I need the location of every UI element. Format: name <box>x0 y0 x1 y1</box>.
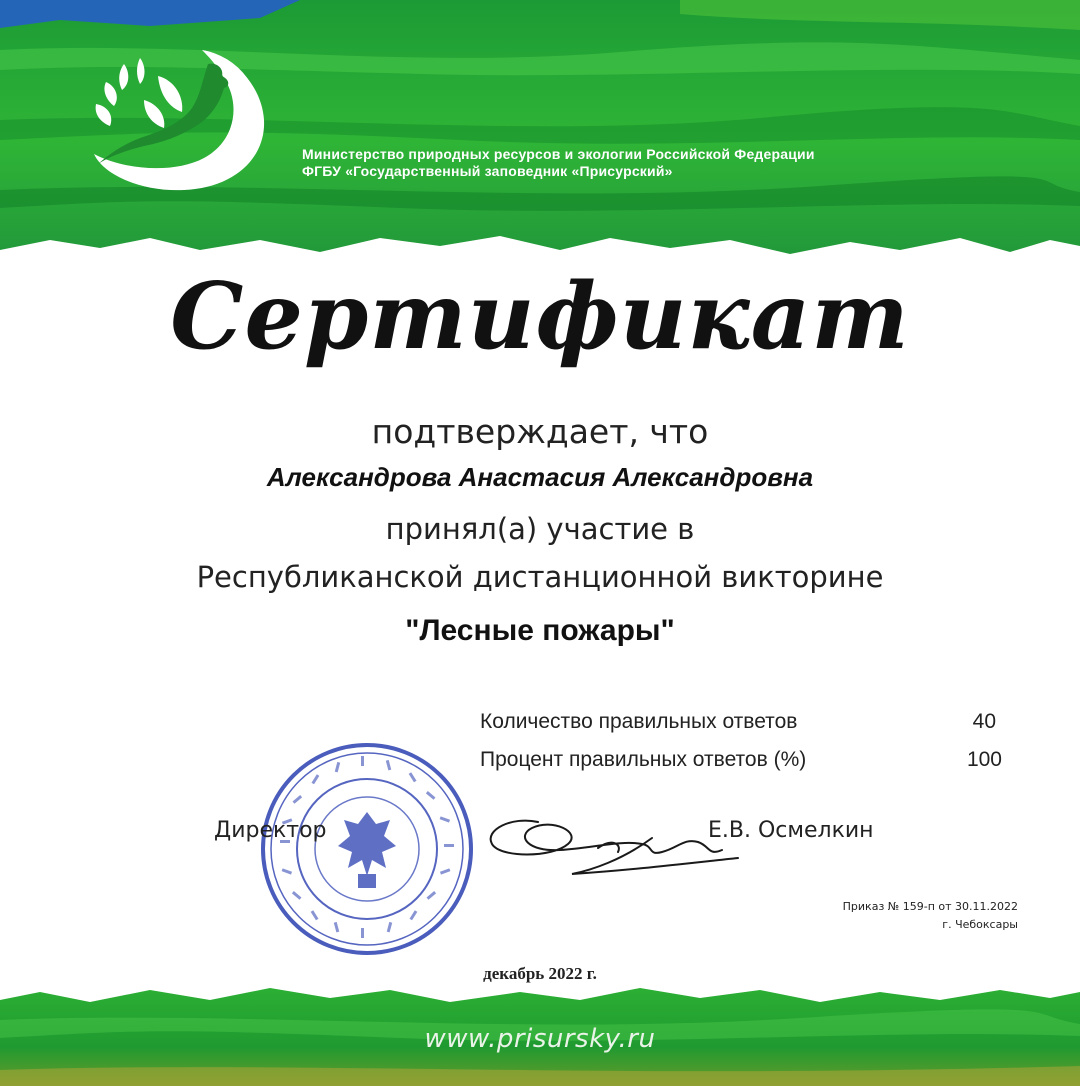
correct-count-label: Количество правильных ответов <box>480 710 798 733</box>
confirms-text: подтверждает, что <box>371 412 709 451</box>
director-label: Директор <box>214 818 327 843</box>
website-link[interactable]: www.prisursky.ru <box>424 1024 656 1054</box>
correct-percent-value: 100 <box>966 748 1002 771</box>
certificate-title: Сертификат <box>170 262 910 370</box>
org-line-reserve: ФГБУ «Государственный заповедник «Присурский» <box>302 163 673 179</box>
event-text: Республиканской дистанционной викторине <box>196 560 884 594</box>
org-line-ministry: Министерство природных ресурсов и экологии Российской Федерации <box>302 146 815 162</box>
signer-name: Е.В. Осмелкин <box>708 818 874 843</box>
order-city: г. Чебоксары <box>942 918 1018 931</box>
organization-name <box>302 146 815 180</box>
correct-percent-label: Процент правильных ответов (%) <box>480 748 807 771</box>
recipient-name: Александрова Анастасия Александровна <box>266 462 814 492</box>
order-number: Приказ № 159-п от 30.11.2022 <box>842 900 1018 913</box>
capercaillie-bird-logo <box>84 46 268 192</box>
director-signature <box>472 800 742 880</box>
order-reference <box>760 898 1018 934</box>
official-round-seal <box>258 740 476 958</box>
participated-text: принял(а) участие в <box>385 512 695 546</box>
correct-count-value: 40 <box>972 710 996 733</box>
quiz-name: "Лесные пожары" <box>405 614 675 647</box>
issue-date: декабрь 2022 г. <box>483 964 597 983</box>
